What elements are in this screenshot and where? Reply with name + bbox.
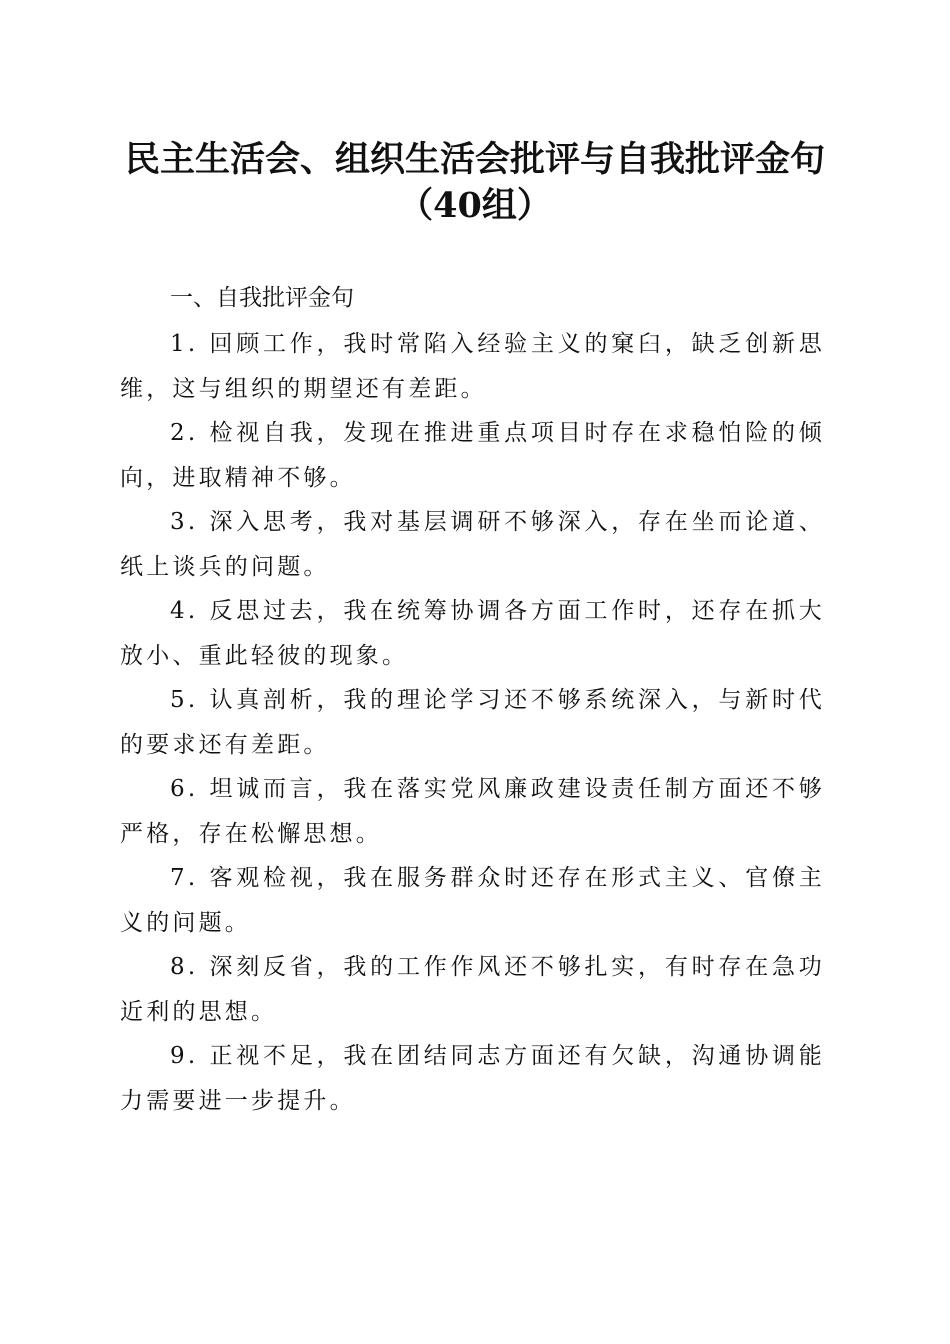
list-item: 4. 反思过去，我在统筹协调各方面工作时，还存在抓大放小、重此轻彼的现象。 — [120, 598, 825, 669]
list-item: 1. 回顾工作，我时常陷入经验主义的窠臼，缺乏创新思维，这与组织的期望还有差距。 — [120, 331, 825, 402]
list-item: 6. 坦诚而言，我在落实党风廉政建设责任制方面还不够严格，存在松懈思想。 — [120, 776, 825, 847]
document-subtitle-count: （40组） — [398, 185, 552, 226]
item-list — [120, 322, 825, 1123]
list-item: 9. 正视不足，我在团结同志方面还有欠缺，沟通协调能力需要进一步提升。 — [120, 1043, 825, 1114]
section-heading: 一、自我批评金句 — [170, 285, 354, 311]
list-item: 5. 认真剖析，我的理论学习还不够系统深入，与新时代的要求还有差距。 — [120, 687, 825, 758]
document-title: 民主生活会、组织生活会批评与自我批评金句 — [124, 139, 825, 180]
list-item: 8. 深刻反省，我的工作作风还不够扎实，有时存在急功近利的思想。 — [120, 954, 825, 1025]
list-item: 7. 客观检视，我在服务群众时还存在形式主义、官僚主义的问题。 — [120, 865, 825, 936]
list-item: 2. 检视自我，发现在推进重点项目时存在求稳怕险的倾向，进取精神不够。 — [120, 420, 825, 491]
list-item: 3. 深入思考，我对基层调研不够深入，存在坐而论道、纸上谈兵的问题。 — [120, 509, 825, 580]
